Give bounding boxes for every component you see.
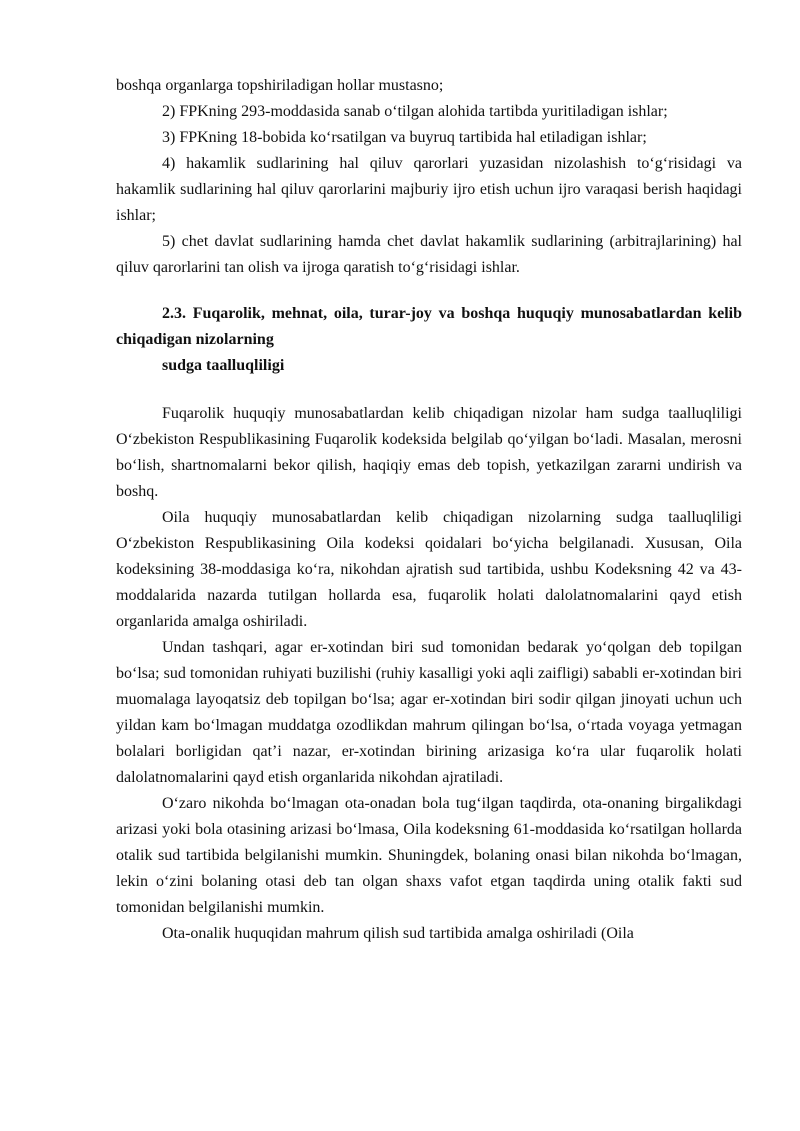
section-heading (116, 301, 742, 379)
list-item-3: 3) FPKning 18-bobida ko‘rsatilgan va buyruq tartibida hal etiladigan ishlar; (162, 129, 647, 146)
list-item-4: 4) hakamlik sudlarining hal qiluv qarorlari yuzasidan nizolashish to‘g‘risidagi va hakamlik sudlarining hal qiluv qarorlarini majburiy ijro etish uchun ijro varaqasi berish haqidagi ishlar; (116, 155, 742, 224)
paragraph-continuation: boshqa organlarga topshiriladigan hollar mustasno; (116, 77, 444, 94)
list-item-2: 2) FPKning 293-moddasida sanab o‘tilgan alohida tartibda yuritiladigan ishlar; (162, 103, 668, 120)
document-page (116, 73, 742, 947)
section-heading-line1: 2.3. Fuqarolik, mehnat, oila, turar-joy va boshqa huquqiy munosabatlardan kelib chiqadigan nizolarning (116, 305, 742, 348)
section-heading-line2: sudga taalluqliligi (162, 357, 285, 374)
paragraph-divorce-grounds: Undan tashqari, agar er-xotindan biri sud tomonidan bedarak yo‘qolgan deb topilgan bo‘lsa; sud tomonidan ruhiyati buzilishi (ruhiy kasalligi yoki aqli zaifligi) sababli er-xotindan biri muomalaga layoqatsiz deb topilgan bo‘lsa; agar er-xotindan biri sodir qilgan jinoyati uchun uch yildan kam bo‘lmagan muddatga ozodlikdan mahrum qilingan bo‘lsa, o‘rtada voyaga yetmagan bolalari borligidan qat’i nazar, er-xotindan birining arizasiga ko‘ra ular fuqarolik holati dalolatnomalarini qayd etish organlarida nikohdan ajratiladi. (116, 639, 742, 786)
paragraph-parental-rights: Ota-onalik huquqidan mahrum qilish sud tartibida amalga oshiriladi (Oila (162, 925, 634, 942)
paragraph-paternity: O‘zaro nikohda bo‘lmagan ota-onadan bola tug‘ilgan taqdirda, ota-onaning birgalikdagi arizasi yoki bola otasining arizasi bo‘lmasa, Oila kodeksning 61-moddasida ko‘rsatilgan hollarda otalik sud tartibida belgilanishi mumkin. Shuningdek, bolaning onasi bilan nikohda bo‘lmagan, lekin o‘zini bolaning otasi deb tan olgan shaxs vafot etgan taqdirda uning otalik fakti sud tomonidan belgilanishi mumkin. (116, 795, 742, 916)
paragraph-civil-disputes: Fuqarolik huquqiy munosabatlardan kelib chiqadigan nizolar ham sudga taalluqliligi O‘zbekiston Respublikasining Fuqarolik kodeksida belgilab qo‘yilgan bo‘ladi. Masalan, merosni bo‘lish, shartnomalarni bekor qilish, haqiqiy emas deb topish, yetkazilgan zararni undirish va boshq. (116, 405, 742, 500)
list-item-5: 5) chet davlat sudlarining hamda chet davlat hakamlik sudlarining (arbitrajlarining) hal qiluv qarorlarini tan olish va ijroga qaratish to‘g‘risidagi ishlar. (116, 233, 742, 276)
paragraph-family-disputes: Oila huquqiy munosabatlardan kelib chiqadigan nizolarning sudga taalluqliligi O‘zbekiston Respublikasining Oila kodeksi qoidalari bo‘yicha belgilanadi. Xususan, Oila kodeksining 38-moddasiga ko‘ra, nikohdan ajratish sud tartibida, ushbu Kodeksning 42 va 43-moddalarida nazarda tutilgan hollarda esa, fuqarolik holati dalolatnomalarini qayd etish organlarida amalga oshiriladi. (116, 509, 742, 630)
